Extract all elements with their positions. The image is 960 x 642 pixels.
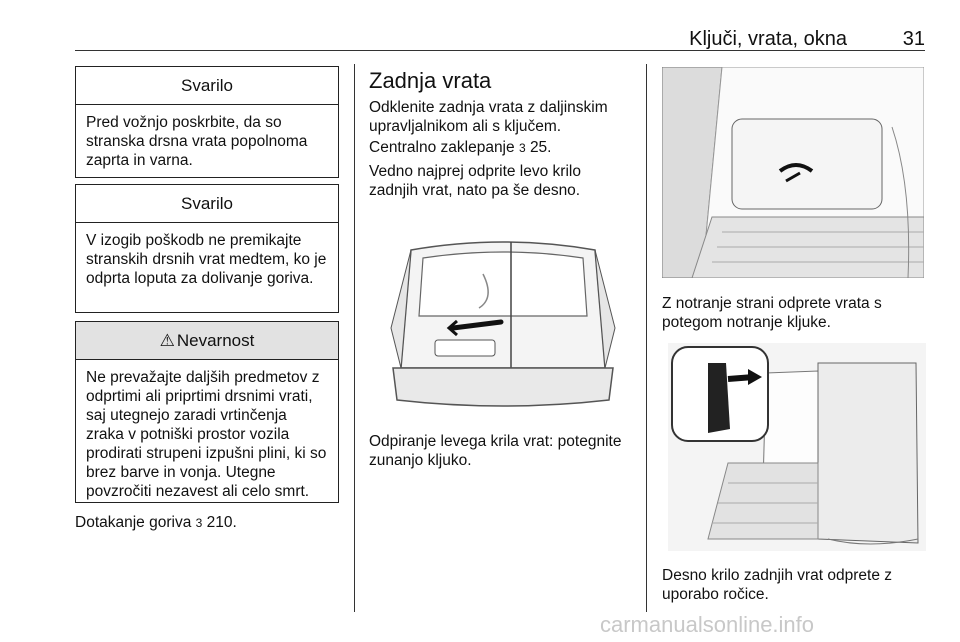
reference-arrow-icon: 3	[518, 141, 526, 155]
danger-box	[75, 321, 339, 503]
warning-body: Pred vožnjo poskrbite, da so stranska drsna vrata popolnoma zaprta in varna.	[86, 114, 308, 169]
running-title: Ključi, vrata, okna	[689, 28, 847, 50]
watermark: carmanualsonline.info	[600, 612, 815, 637]
page-header	[75, 24, 925, 50]
reference-text: Centralno zaklepanje	[369, 139, 515, 156]
page-number: 31	[902, 28, 925, 50]
danger-title: Nevarnost	[176, 331, 255, 350]
section-heading: Zadnja vrata	[369, 68, 492, 93]
warning-triangle-icon: ⚠	[159, 331, 175, 350]
right-door-lever-illustration	[668, 343, 926, 551]
rear-doors-illustration	[383, 228, 623, 423]
warning-box-2	[75, 184, 339, 313]
warning-title: Svarilo	[76, 185, 338, 223]
warning-box-1	[75, 66, 339, 178]
figure-caption-left-door: Odpiranje levega krila vrat: potegnite zunanjo kljuko.	[369, 433, 622, 469]
figure-caption-inner-handle: Z notranje strani odprete vrata s potegom notranje kljuke.	[662, 295, 882, 331]
reference-page[interactable]: 210.	[206, 514, 237, 531]
inner-handle-illustration	[662, 67, 924, 278]
column-divider-right	[646, 64, 647, 612]
header-rule	[75, 50, 925, 51]
warning-title: Svarilo	[76, 67, 338, 105]
fuel-reference	[75, 513, 345, 533]
reference-text: Dotakanje goriva	[75, 514, 192, 531]
paragraph-central-locking	[369, 138, 631, 158]
figure-caption-lever: Desno krilo zadnjih vrat odprete z uporabo ročice.	[662, 567, 893, 603]
reference-page[interactable]: 25.	[529, 139, 552, 156]
warning-body: V izogib poškodb ne premikajte stranskih drsnih vrat medtem, ko je odprta loputa za dolivanje goriva.	[86, 232, 327, 287]
paragraph-order: Vedno najprej odprite levo krilo zadnjih vrat, nato pa še desno.	[369, 163, 581, 199]
column-divider-left	[354, 64, 355, 612]
danger-body: Ne prevažajte daljših predmetov z odprtimi ali priprtimi drsnimi vrati, saj utegnejo zaradi vrtinčenja zraka v potniški prostor vozila prodirati strupeni izpušni plini, ki so brez barve in vonja. Utegne povzročiti nezavest ali celo smrt.	[86, 369, 327, 500]
reference-arrow-icon: 3	[195, 516, 203, 530]
danger-title-bar	[76, 322, 338, 360]
paragraph-unlock: Odklenite zadnja vrata z daljinskim upravljalnikom ali s ključem.	[369, 99, 608, 135]
